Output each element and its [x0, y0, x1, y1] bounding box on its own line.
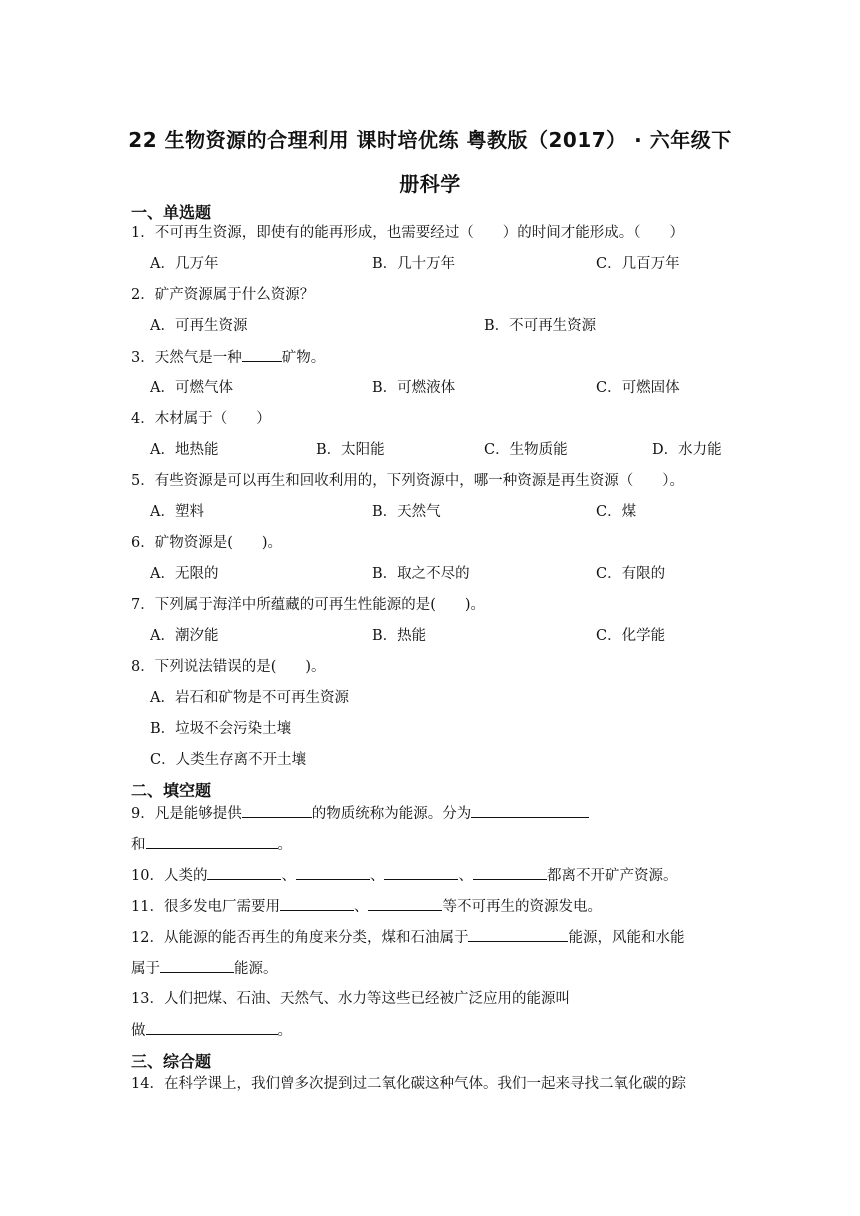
question-7-option-c: C．化学能 [596, 628, 666, 644]
question-3-stem [131, 347, 325, 368]
question-14-stem: 14．在科学课上，我们曾多次提到过二氧化碳这种气体。我们一起来寻找二氧化碳的踪 [131, 1076, 686, 1092]
question-11-text-after: 等不可再生的资源发电。 [442, 899, 602, 915]
question-11-text-before: 11．很多发电厂需要用 [131, 899, 280, 915]
question-7-stem: 7．下列属于海洋中所蕴藏的可再生性能源的是( )。 [131, 597, 486, 613]
question-13-line-2-before: 做 [131, 1023, 146, 1039]
question-11-separator: 、 [353, 899, 369, 915]
question-5-stem: 5．有些资源是可以再生和回收利用的，下列资源中，哪一种资源是再生资源（ ）。 [131, 473, 684, 489]
question-1-option-b: B．几十万年 [372, 256, 456, 272]
question-2-option-a: A．可再生资源 [150, 318, 248, 334]
question-1-option-a: A．几万年 [150, 256, 219, 272]
question-10-blank-3 [384, 865, 458, 880]
section-heading-fill-in: 二、填空题 [131, 781, 212, 800]
question-9-blank-1 [242, 803, 312, 818]
question-11-blank-1 [280, 896, 354, 911]
question-4-option-c: C．生物质能 [484, 442, 568, 458]
question-12-text-after: 能源，风能和水能 [568, 930, 685, 946]
question-11-blank-2 [368, 896, 442, 911]
question-8-option-b: B．垃圾不会污染土壤 [150, 721, 292, 737]
question-3-text-before: 3．天然气是一种 [131, 350, 242, 366]
question-3-text-after: 矿物。 [281, 350, 326, 366]
question-5-option-b: B．天然气 [372, 504, 441, 520]
page-title [110, 118, 750, 206]
question-9-blank-3 [146, 834, 278, 849]
question-3-option-b: B．可燃液体 [372, 380, 456, 396]
question-12-text-before: 12．从能源的能否再生的角度来分类，煤和石油属于 [131, 930, 469, 946]
question-9-blank-2 [471, 803, 589, 818]
question-6-option-a: A．无限的 [150, 566, 219, 582]
question-12-blank-1 [468, 927, 568, 942]
question-13-blank [146, 1020, 278, 1035]
question-6-option-b: B．取之不尽的 [372, 566, 470, 582]
question-3-option-c: C．可燃固体 [596, 380, 680, 396]
question-4-option-d: D．水力能 [652, 442, 722, 458]
question-9-text-middle: 的物质统称为能源。分为 [311, 806, 472, 822]
question-9-text-before: 9．凡是能够提供 [131, 806, 242, 822]
question-12-blank-2 [160, 958, 234, 973]
question-10-blank-4 [473, 865, 547, 880]
question-12-line-2 [131, 958, 278, 979]
question-10-separator-1: 、 [281, 868, 296, 884]
question-9-line-2 [131, 834, 292, 855]
question-4-option-a: A．地热能 [150, 442, 219, 458]
question-2-option-b: B．不可再生资源 [484, 318, 597, 334]
question-6-stem: 6．矿物资源是( )。 [131, 535, 283, 551]
question-7-option-b: B．热能 [372, 628, 427, 644]
question-11 [131, 896, 602, 917]
question-3-blank [242, 347, 282, 362]
question-1-stem: 1．不可再生资源，即使有的能再形成，也需要经过（ ）的时间才能形成。（ ） [131, 225, 684, 241]
question-9-line-2-after: 。 [277, 837, 292, 853]
question-2-stem: 2．矿产资源属于什么资源？ [131, 287, 315, 303]
question-10-blank-1 [207, 865, 281, 880]
question-12-line-2-before: 属于 [131, 961, 160, 977]
question-9-line-1 [131, 803, 589, 824]
section-heading-single-choice: 一、单选题 [131, 203, 212, 222]
title-line-2: 册科学 [399, 172, 461, 196]
question-8-stem: 8．下列说法错误的是( )。 [131, 659, 326, 675]
question-12-line-1 [131, 927, 684, 948]
question-10 [131, 865, 677, 886]
question-10-text-before: 10．人类的 [131, 868, 208, 884]
question-13-line-2 [131, 1020, 292, 1041]
question-5-option-c: C．煤 [596, 504, 637, 520]
question-7-option-a: A．潮汐能 [150, 628, 219, 644]
question-4-option-b: B．太阳能 [316, 442, 385, 458]
question-4-stem: 4．木材属于（ ） [131, 411, 271, 427]
section-heading-comprehensive: 三、综合题 [131, 1052, 212, 1071]
question-12-line-2-after: 能源。 [234, 961, 278, 977]
question-8-option-c: C．人类生存离不开土壤 [150, 752, 307, 768]
question-10-text-after: 都离不开矿产资源。 [546, 868, 678, 884]
question-9-line-2-before: 和 [131, 837, 146, 853]
question-13-line-1: 13．人们把煤、石油、天然气、水力等这些已经被广泛应用的能源叫 [131, 991, 570, 1007]
question-10-separator-2: 、 [369, 868, 385, 884]
question-6-option-c: C．有限的 [596, 566, 666, 582]
question-3-option-a: A．可燃气体 [150, 380, 233, 396]
question-13-line-2-after: 。 [277, 1023, 292, 1039]
question-8-option-a: A．岩石和矿物是不可再生资源 [150, 690, 349, 706]
question-1-option-c: C．几百万年 [596, 256, 680, 272]
question-5-option-a: A．塑料 [150, 504, 204, 520]
title-line-1: 22 生物资源的合理利用 课时培优练 粤教版（2017） · 六年级下 [128, 128, 732, 152]
question-10-separator-3: 、 [458, 868, 473, 884]
question-10-blank-2 [296, 865, 370, 880]
